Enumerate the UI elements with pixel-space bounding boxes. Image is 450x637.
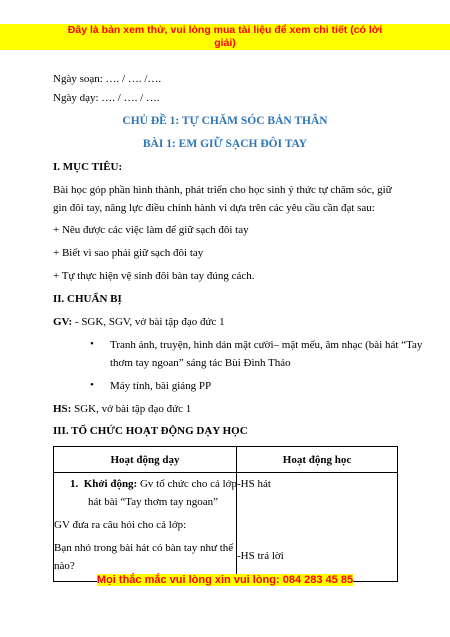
section-activities-heading: III. TỔ CHỨC HOẠT ĐỘNG DẠY HỌC <box>53 425 248 437</box>
student-sings: -HS hát <box>237 478 271 490</box>
bullet-icon: • <box>90 338 94 350</box>
student-prep-text: SGK, vở bài tập đạo đức 1 <box>71 403 192 415</box>
ngay-day: Ngày dạy: …. / …. / …. <box>53 92 160 104</box>
teacher-prep-line <box>53 315 225 329</box>
warmup-line2: hát bài “Tay thơm tay ngoan” <box>88 496 218 508</box>
lesson-title: BÀI 1: EM GIỮ SẠCH ĐÔI TAY <box>142 138 308 150</box>
prep-bullet2: Máy tính, bài giảng PP <box>110 380 212 392</box>
teaching-cell <box>54 473 237 582</box>
objective-item: + Tự thực hiện vệ sinh đôi bàn tay đúng cách. <box>53 270 255 282</box>
contact-banner-text: Mọi thắc mắc vui lòng xin vui lòng: 084 283 45 85 <box>96 574 354 586</box>
teacher-prep-text: - SGK, SGV, vở bài tập đạo đức 1 <box>72 316 225 328</box>
preview-banner-line1: Đây là bản xem thử, vui lòng mua tài liệu để xem chi tiết (có lời <box>67 24 383 36</box>
question-line2: nào? <box>54 560 75 572</box>
prep-bullet1-line1: Tranh ảnh, truyện, hình dán mặt cười– mặt mếu, âm nhạc (bài hát “Tay <box>110 339 423 351</box>
bullet-icon: • <box>90 379 94 391</box>
objectives-paragraph-line2: gìn đôi tay, năng lực điều chỉnh hành vi dựa trên các yêu cầu cần đạt sau: <box>53 202 375 214</box>
preview-banner-line2: giải) <box>214 37 236 49</box>
objectives-paragraph-line1: Bài học góp phần hình thành, phát triển cho học sinh ý thức tự chăm sóc, giữ <box>53 184 392 196</box>
warmup-text1: Gv tổ chức cho cả lớp <box>137 478 237 490</box>
student-prep-line <box>53 402 191 416</box>
col-header-learning: Hoạt động học <box>237 447 398 473</box>
learning-cell <box>237 473 398 582</box>
student-answers: -HS trả lời <box>237 550 284 562</box>
section-preparation-heading: II. CHUẨN BỊ <box>53 293 122 305</box>
objective-item: + Biết vì sao phải giữ sạch đôi tay <box>53 247 204 259</box>
preview-banner <box>0 24 450 50</box>
warmup-label: Khởi động: <box>83 478 138 490</box>
col-header-teaching: Hoạt động dạy <box>54 447 237 473</box>
section-objectives-heading: I. MỤC TIÊU: <box>53 161 123 173</box>
warmup-number: 1. <box>70 478 79 490</box>
activities-table <box>53 446 398 582</box>
objective-item: + Nêu được các việc làm để giữ sạch đôi tay <box>53 224 249 236</box>
ngay-soan: Ngày soạn: …. / …. /…. <box>53 73 162 85</box>
question-line1: Bạn nhỏ trong bài hát có bàn tay như thế <box>54 542 234 554</box>
topic-title: CHỦ ĐỀ 1: TỰ CHĂM SÓC BẢN THÂN <box>122 115 328 127</box>
teacher-asks: GV đưa ra câu hỏi cho cả lớp: <box>54 519 187 531</box>
student-label: HS: <box>53 403 72 415</box>
contact-banner <box>0 574 450 587</box>
warmup-line1 <box>70 477 237 491</box>
teacher-label: GV: <box>53 316 73 328</box>
prep-bullet1-line2: thơm tay ngoan” sáng tác Bùi Đình Thảo <box>110 357 291 369</box>
